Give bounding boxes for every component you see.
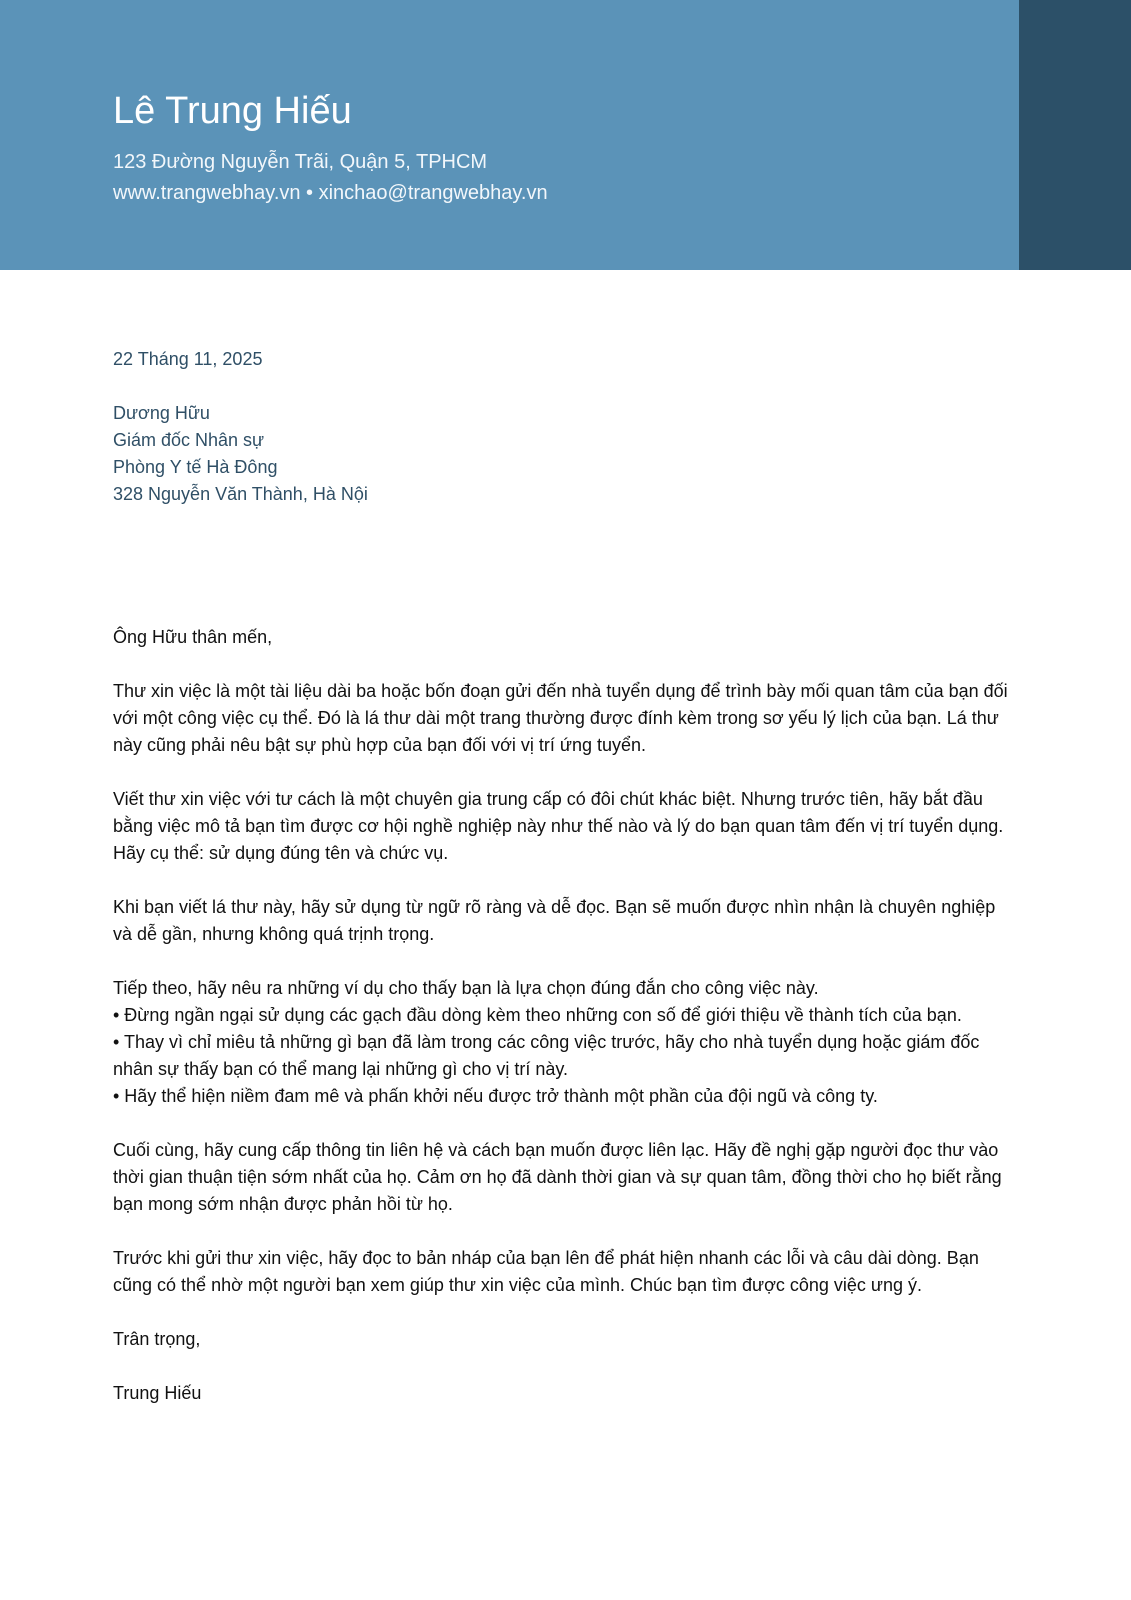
- paragraph-1: Thư xin việc là một tài liệu dài ba hoặc bốn đoạn gửi đến nhà tuyển dụng để trình bày mối quan tâm của bạn đối với một công việc cụ thể. Đó là lá thư dài một trang thường được đính kèm trong sơ yếu lý lịch của bạn. Lá thư này cũng phải nêu bật sự phù hợp của bạn đối với vị trí ứng tuyển.: [113, 681, 1008, 755]
- recipient-address: 328 Nguyễn Văn Thành, Hà Nội: [113, 484, 368, 504]
- letter-body: [113, 624, 1013, 1434]
- paragraph-2: Viết thư xin việc với tư cách là một chuyên gia trung cấp có đôi chút khác biệt. Nhưng trước tiên, hãy bắt đầu bằng việc mô tả bạn tìm được cơ hội nghề nghiệp này như thế nào và lý do bạn quan tâm đến vị trí tuyển dụng. Hãy cụ thể: sử dụng đúng tên và chức vụ.: [113, 789, 1004, 863]
- closing: Trân trọng,: [113, 1329, 201, 1349]
- sender-address: 123 Đường Nguyễn Trãi, Quận 5, TPHCM: [113, 151, 488, 173]
- header-band: [0, 0, 1019, 270]
- paragraph-5: Cuối cùng, hãy cung cấp thông tin liên hệ và cách bạn muốn được liên lạc. Hãy đề nghị gặp người đọc thư vào thời gian thuận tiện sớm nhất của họ. Cảm ơn họ đã dành thời gian và sự quan tâm, đồng thời cho họ biết rằng bạn mong sớm nhận được phản hồi từ họ.: [113, 1140, 1002, 1214]
- salutation: Ông Hữu thân mến,: [113, 627, 273, 647]
- recipient-block: [113, 400, 368, 508]
- sender-name: Lê Trung Hiếu: [113, 90, 352, 132]
- paragraph-4-intro: Tiếp theo, hãy nêu ra những ví dụ cho thấy bạn là lựa chọn đúng đắn cho công việc này.: [113, 978, 819, 998]
- signature: Trung Hiếu: [113, 1383, 202, 1403]
- header-accent-block: [1019, 0, 1131, 270]
- recipient-title: Giám đốc Nhân sự: [113, 430, 265, 450]
- recipient-company: Phòng Y tế Hà Đông: [113, 457, 278, 477]
- paragraph-6: Trước khi gửi thư xin việc, hãy đọc to bản nháp của bạn lên để phát hiện nhanh các lỗi và câu dài dòng. Bạn cũng có thể nhờ một người bạn xem giúp thư xin việc của mình. Chúc bạn tìm được công việc ưng ý.: [113, 1248, 979, 1295]
- recipient-name: Dương Hữu: [113, 403, 210, 423]
- paragraph-3: Khi bạn viết lá thư này, hãy sử dụng từ ngữ rõ ràng và dễ đọc. Bạn sẽ muốn được nhìn nhận là chuyên nghiệp và dễ gần, nhưng không quá trịnh trọng.: [113, 897, 996, 944]
- letter-date: 22 Tháng 11, 2025: [113, 349, 263, 369]
- bullet-item: • Thay vì chỉ miêu tả những gì bạn đã làm trong các công việc trước, hãy cho nhà tuyển dụng hoặc giám đốc nhân sự thấy bạn có thể mang lại những gì cho vị trí này.: [113, 1032, 980, 1079]
- bullet-item: • Hãy thể hiện niềm đam mê và phấn khởi nếu được trở thành một phần của đội ngũ và công ty.: [113, 1086, 878, 1106]
- sender-web-email: www.trangwebhay.vn • xinchao@trangwebhay.vn: [113, 182, 548, 204]
- bullet-item: • Đừng ngần ngại sử dụng các gạch đầu dòng kèm theo những con số để giới thiệu về thành tích của bạn.: [113, 1005, 962, 1025]
- paragraph-4: [113, 975, 1013, 1110]
